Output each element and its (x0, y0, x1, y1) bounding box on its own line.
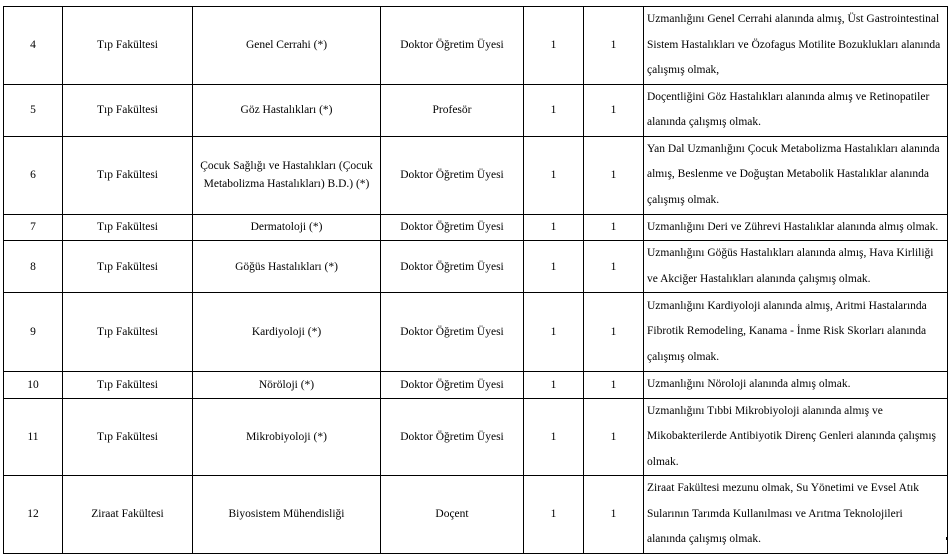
degree-cell: 1 (524, 7, 584, 85)
title-cell: Doktor Öğretim Üyesi (381, 372, 524, 399)
degree-cell: 1 (524, 84, 584, 136)
row-number: 4 (4, 7, 63, 85)
row-number: 12 (4, 476, 63, 554)
faculty-cell: Tıp Fakültesi (63, 7, 193, 85)
row-number: 11 (4, 398, 63, 476)
requirements-cell: Uzmanlığını Nöroloji alanında almış olmak. (644, 372, 948, 399)
table-row (4, 372, 948, 399)
title-cell: Doktor Öğretim Üyesi (381, 293, 524, 372)
department-cell: Mikrobiyoloji (*) (193, 398, 381, 476)
row-number: 6 (4, 136, 63, 214)
requirements-cell: Ziraat Fakültesi mezunu olmak, Su Yönetimi ve Evsel Atık Sularının Tarımda Kullanılması ve Arıtma Teknolojileri alanında çalışmış olmak. (644, 476, 948, 554)
title-cell: Doktor Öğretim Üyesi (381, 214, 524, 241)
count-cell: 1 (584, 476, 644, 554)
degree-cell: 1 (524, 476, 584, 554)
row-number: 5 (4, 84, 63, 136)
faculty-cell: Tıp Fakültesi (63, 372, 193, 399)
count-cell: 1 (584, 293, 644, 372)
row-number: 8 (4, 241, 63, 293)
title-cell: Doçent (381, 476, 524, 554)
title-cell: Doktor Öğretim Üyesi (381, 7, 524, 85)
table-row (4, 476, 948, 554)
staff-positions-table (3, 6, 948, 554)
degree-cell: 1 (524, 398, 584, 476)
department-cell: Genel Cerrahi (*) (193, 7, 381, 85)
degree-cell: 1 (524, 136, 584, 214)
count-cell: 1 (584, 214, 644, 241)
department-cell: Nöröloji (*) (193, 372, 381, 399)
requirements-cell: Uzmanlığını Kardiyoloji alanında almış, Aritmi Hastalarında Fibrotik Remodeling, Kanama - İnme Risk Skorları alanında çalışmış olmak. (644, 293, 948, 372)
count-cell: 1 (584, 7, 644, 85)
table-row (4, 293, 948, 372)
title-cell: Doktor Öğretim Üyesi (381, 136, 524, 214)
table-row (4, 398, 948, 476)
requirements-cell: Doçentliğini Göz Hastalıkları alanında almış ve Retinopatiler alanında çalışmış olmak. (644, 84, 948, 136)
row-number: 9 (4, 293, 63, 372)
requirements-cell: Uzmanlığını Tıbbi Mikrobiyoloji alanında almış ve Mikobakterilerde Antibiyotik Direnç Genleri alanında çalışmış olmak. (644, 398, 948, 476)
department-cell: Göğüs Hastalıkları (*) (193, 241, 381, 293)
degree-cell: 1 (524, 214, 584, 241)
faculty-cell: Tıp Fakültesi (63, 293, 193, 372)
degree-cell: 1 (524, 293, 584, 372)
requirements-cell: Uzmanlığını Deri ve Zührevi Hastalıklar alanında almış olmak. (644, 214, 948, 241)
table-row (4, 136, 948, 214)
requirements-cell: Yan Dal Uzmanlığını Çocuk Metabolizma Hastalıkları alanında almış, Beslenme ve Doğuştan Metabolik Hastalıklar alanında çalışmış olmak. (644, 136, 948, 214)
department-cell: Çocuk Sağlığı ve Hastalıkları (Çocuk Metabolizma Hastalıkları) B.D.) (*) (193, 136, 381, 214)
requirements-cell: Uzmanlığını Göğüs Hastalıkları alanında almış, Hava Kirliliği ve Akciğer Hastalıkları alanında çalışmış olmak. (644, 241, 948, 293)
faculty-cell: Tıp Fakültesi (63, 398, 193, 476)
title-cell: Doktor Öğretim Üyesi (381, 241, 524, 293)
row-number: 7 (4, 214, 63, 241)
count-cell: 1 (584, 398, 644, 476)
table-row (4, 214, 948, 241)
faculty-cell: Tıp Fakültesi (63, 136, 193, 214)
table-row (4, 241, 948, 293)
faculty-cell: Ziraat Fakültesi (63, 476, 193, 554)
department-cell: Göz Hastalıkları (*) (193, 84, 381, 136)
department-cell: Biyosistem Mühendisliği (193, 476, 381, 554)
degree-cell: 1 (524, 241, 584, 293)
department-cell: Dermatoloji (*) (193, 214, 381, 241)
title-cell: Profesör (381, 84, 524, 136)
table-row (4, 84, 948, 136)
title-cell: Doktor Öğretim Üyesi (381, 398, 524, 476)
degree-cell: 1 (524, 372, 584, 399)
count-cell: 1 (584, 241, 644, 293)
requirements-cell: Uzmanlığını Genel Cerrahi alanında almış, Üst Gastrointestinal Sistem Hastalıkları ve Özofagus Motilite Bozuklukları alanında çalışmış olmak, (644, 7, 948, 85)
department-cell: Kardiyoloji (*) (193, 293, 381, 372)
faculty-cell: Tıp Fakültesi (63, 214, 193, 241)
faculty-cell: Tıp Fakültesi (63, 241, 193, 293)
count-cell: 1 (584, 84, 644, 136)
faculty-cell: Tıp Fakültesi (63, 84, 193, 136)
count-cell: 1 (584, 372, 644, 399)
table-row (4, 7, 948, 85)
row-number: 10 (4, 372, 63, 399)
count-cell: 1 (584, 136, 644, 214)
